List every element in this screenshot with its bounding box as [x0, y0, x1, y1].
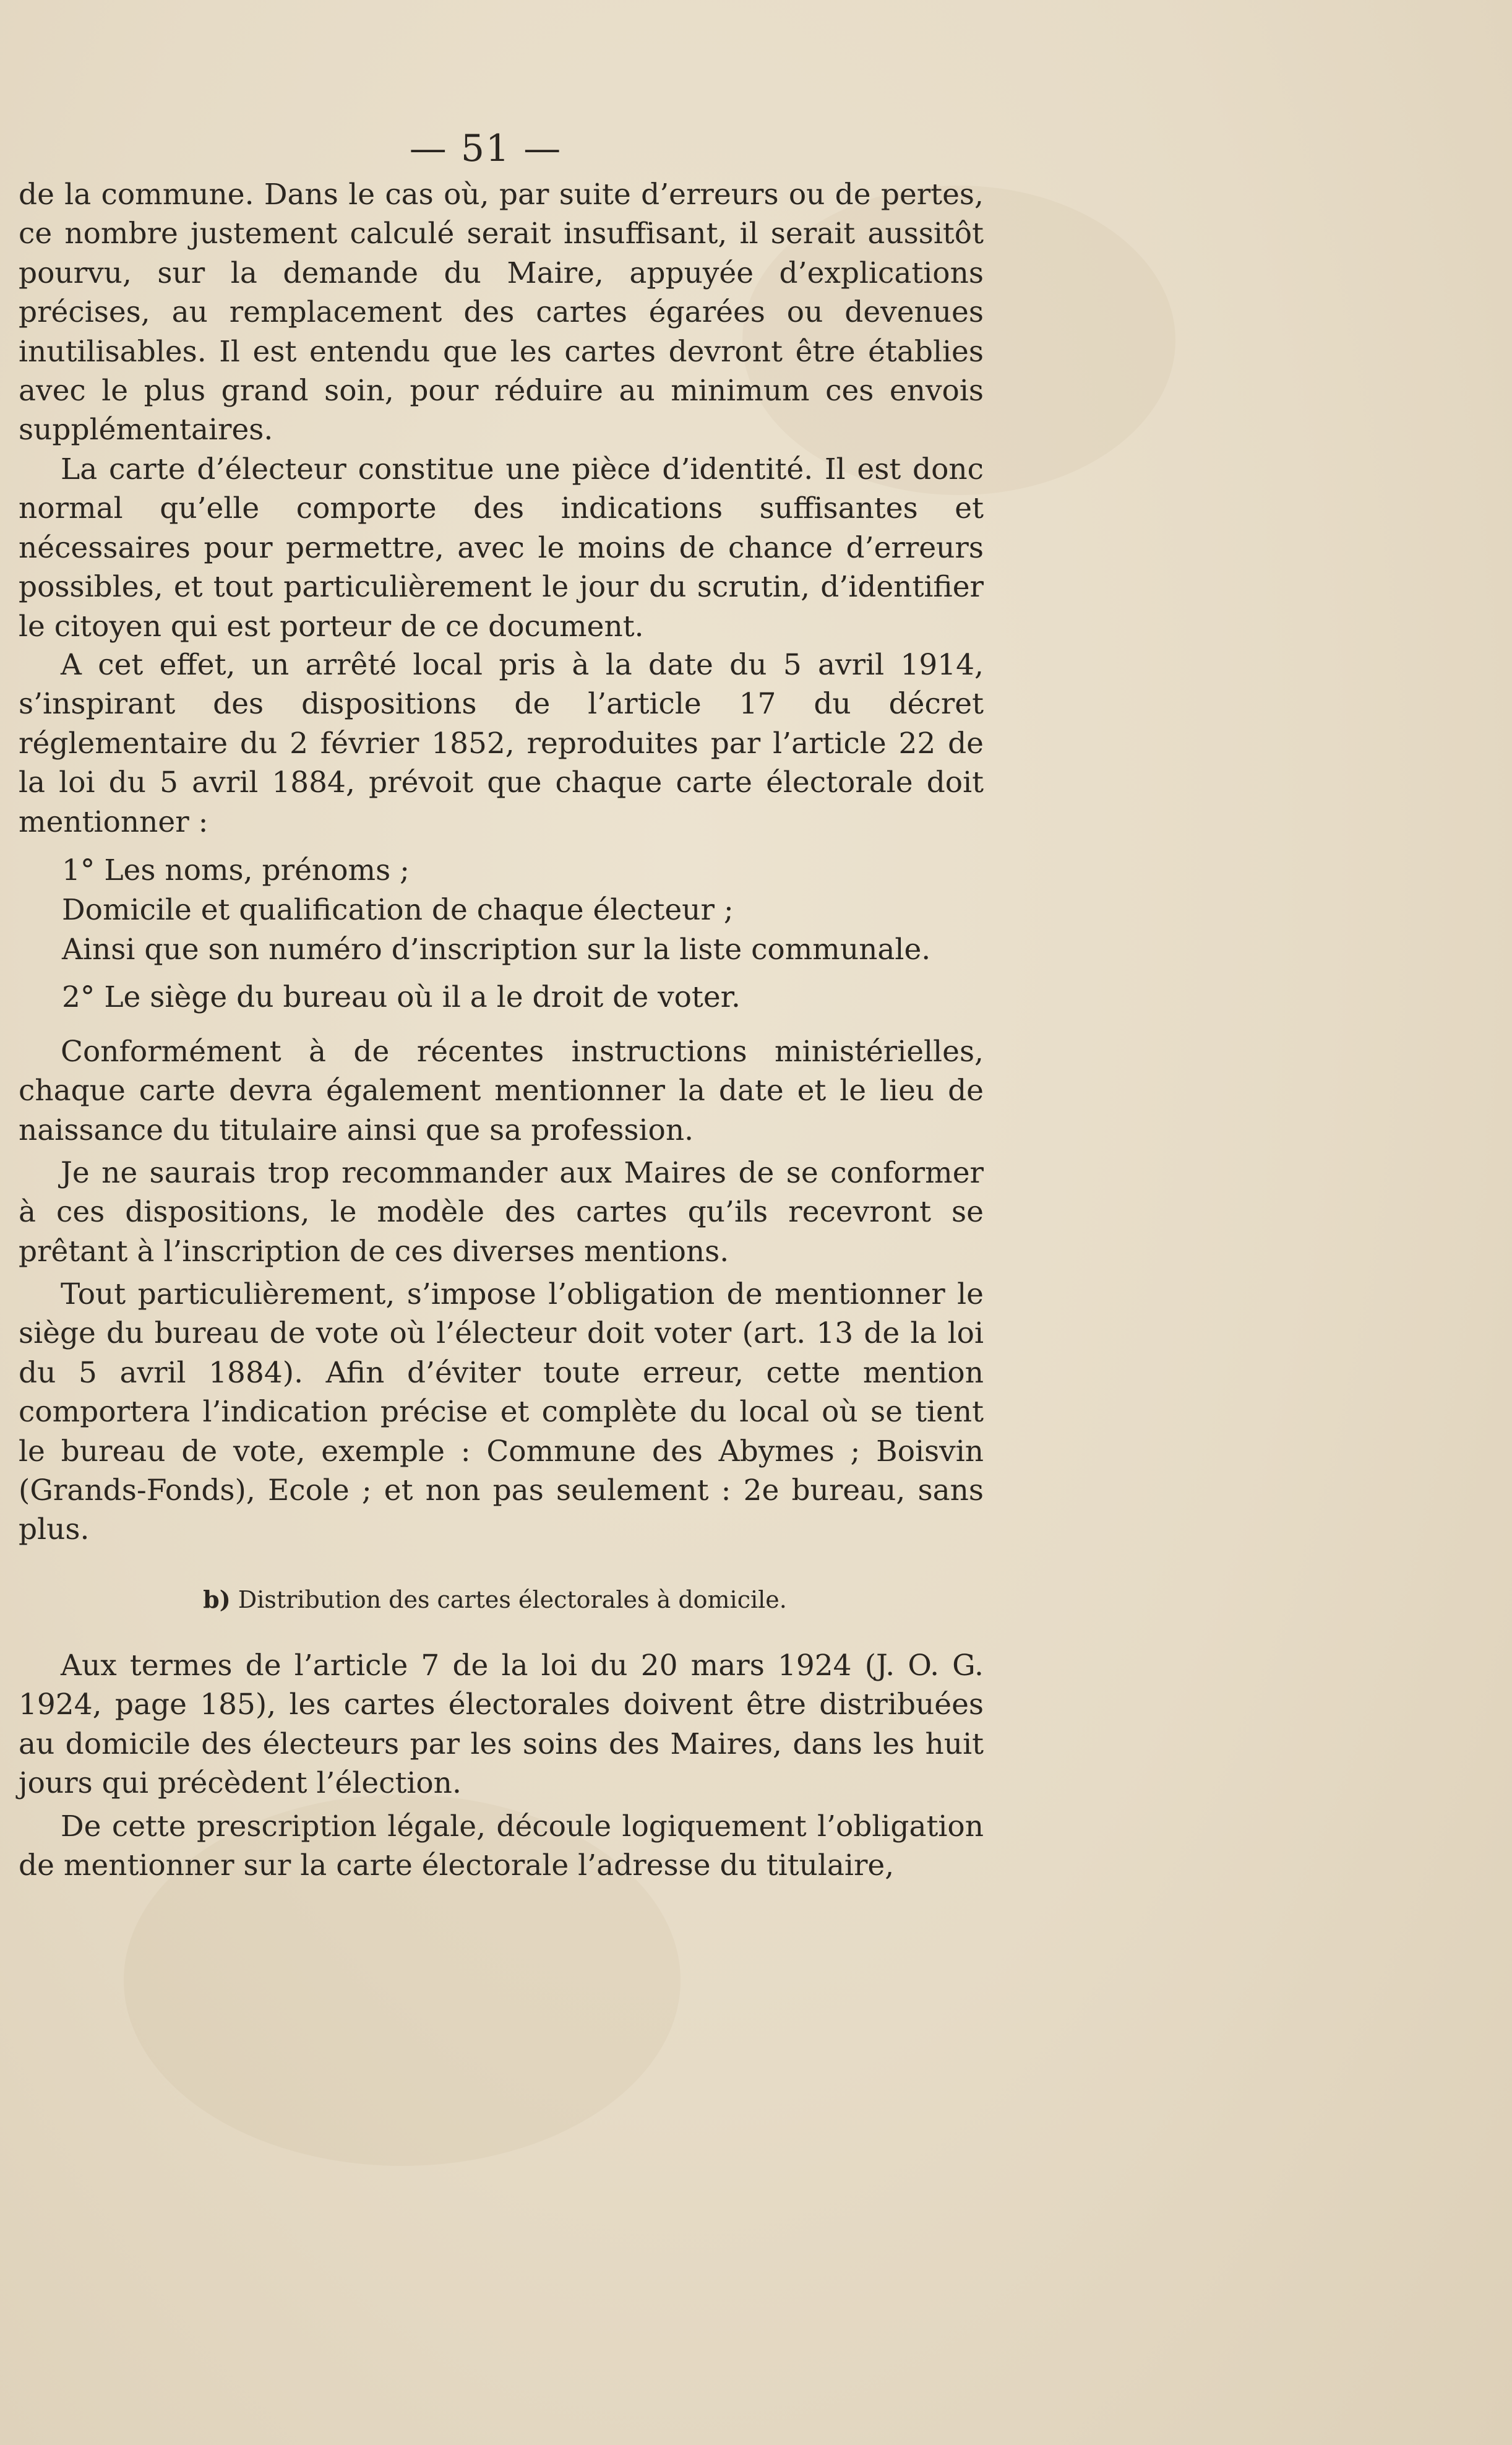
page-number: — 51 — — [409, 127, 562, 170]
paragraph-4 — [19, 1032, 984, 1150]
paragraph-text: de la commune. Dans le cas où, par suite d’erreurs ou de pertes, ce nombre justement calculé serait insuffisant, il serait aussitôt pourvu, sur la demande du Maire, appuyée d’explications précises, au remplacement des cartes égarées ou devenues inutilisables. Il est entendu que les cartes devront être établies avec le plus grand soin, pour réduire au minimum ces envois supplémentaires. — [19, 178, 984, 447]
paragraph-text: A cet effet, un arrêté local pris à la date du 5 avril 1914, s’inspirant des dispositions de l’article 17 du décret réglementaire du 2 février 1852, reproduites par l’article 22 de la loi du 5 avril 1884, prévoit que chaque carte électorale doit mentionner : — [19, 648, 984, 839]
paragraph-text: De cette prescription légale, découle logiquement l’obligation de mentionner sur la carte électorale l’adresse du titulaire, — [19, 1809, 984, 1883]
section-title: Distribution des cartes électorales à domicile. — [238, 1586, 787, 1613]
paragraph-1 — [19, 175, 984, 450]
paragraph-2 — [19, 450, 984, 646]
paragraph-text: Aux termes de l’article 7 de la loi du 20 mars 1924 (J. O. G. 1924, page 185), les cartes électorales doivent être distribuées au domicile des électeurs par les soins des Maires, dans les huit jours qui précèdent l’élection. — [19, 1649, 984, 1801]
paragraph-7 — [19, 1646, 984, 1803]
paragraph-3 — [19, 645, 984, 842]
paragraph-5 — [19, 1154, 984, 1271]
section-heading — [0, 1581, 990, 1618]
list-line: 1° Les noms, prénoms ; — [62, 853, 410, 887]
list-line: Domicile et qualification de chaque électeur ; — [62, 893, 734, 927]
section-marker: b) — [203, 1585, 231, 1613]
paragraph-8 — [19, 1807, 984, 1886]
paragraph-text: Tout particulièrement, s’impose l’obligation de mentionner le siège du bureau de vote où l’électeur doit voter (art. 13 de la loi du 5 avril 1884). Afin d’éviter toute erreur, cette mention comportera l’indication précise et complète du local où se tient le bureau de vote, exemple : Commune des Abymes ; Boisvin (Grands-Fonds), Ecole ; et non pas seulement : 2e bureau, sans plus. — [19, 1277, 984, 1547]
list-item-2 — [62, 978, 990, 1017]
paragraph-text: Conformément à de récentes instructions ministérielles, chaque carte devra également mentionner la date et le lieu de naissance du titulaire ainsi que sa profession. — [19, 1035, 984, 1147]
paragraph-6 — [19, 1275, 984, 1550]
paragraph-text: La carte d’électeur constitue une pièce d’identité. Il est donc normal qu’elle comporte des indications suffisantes et nécessaires pour permettre, avec le moins de chance d’erreurs possibles, et tout particulièrement le jour du scrutin, d’identifier le citoyen qui est porteur de ce document. — [19, 452, 984, 644]
list-item-1 — [62, 851, 990, 970]
paragraph-text: Je ne saurais trop recommander aux Maires de se conformer à ces dispositions, le modèle des cartes qu’ils recevront se prêtant à l’inscription de ces diverses mentions. — [19, 1156, 984, 1269]
list-line: 2° Le siège du bureau où il a le droit de voter. — [62, 980, 741, 1014]
list-line: Ainsi que son numéro d’inscription sur la liste communale. — [62, 933, 931, 967]
